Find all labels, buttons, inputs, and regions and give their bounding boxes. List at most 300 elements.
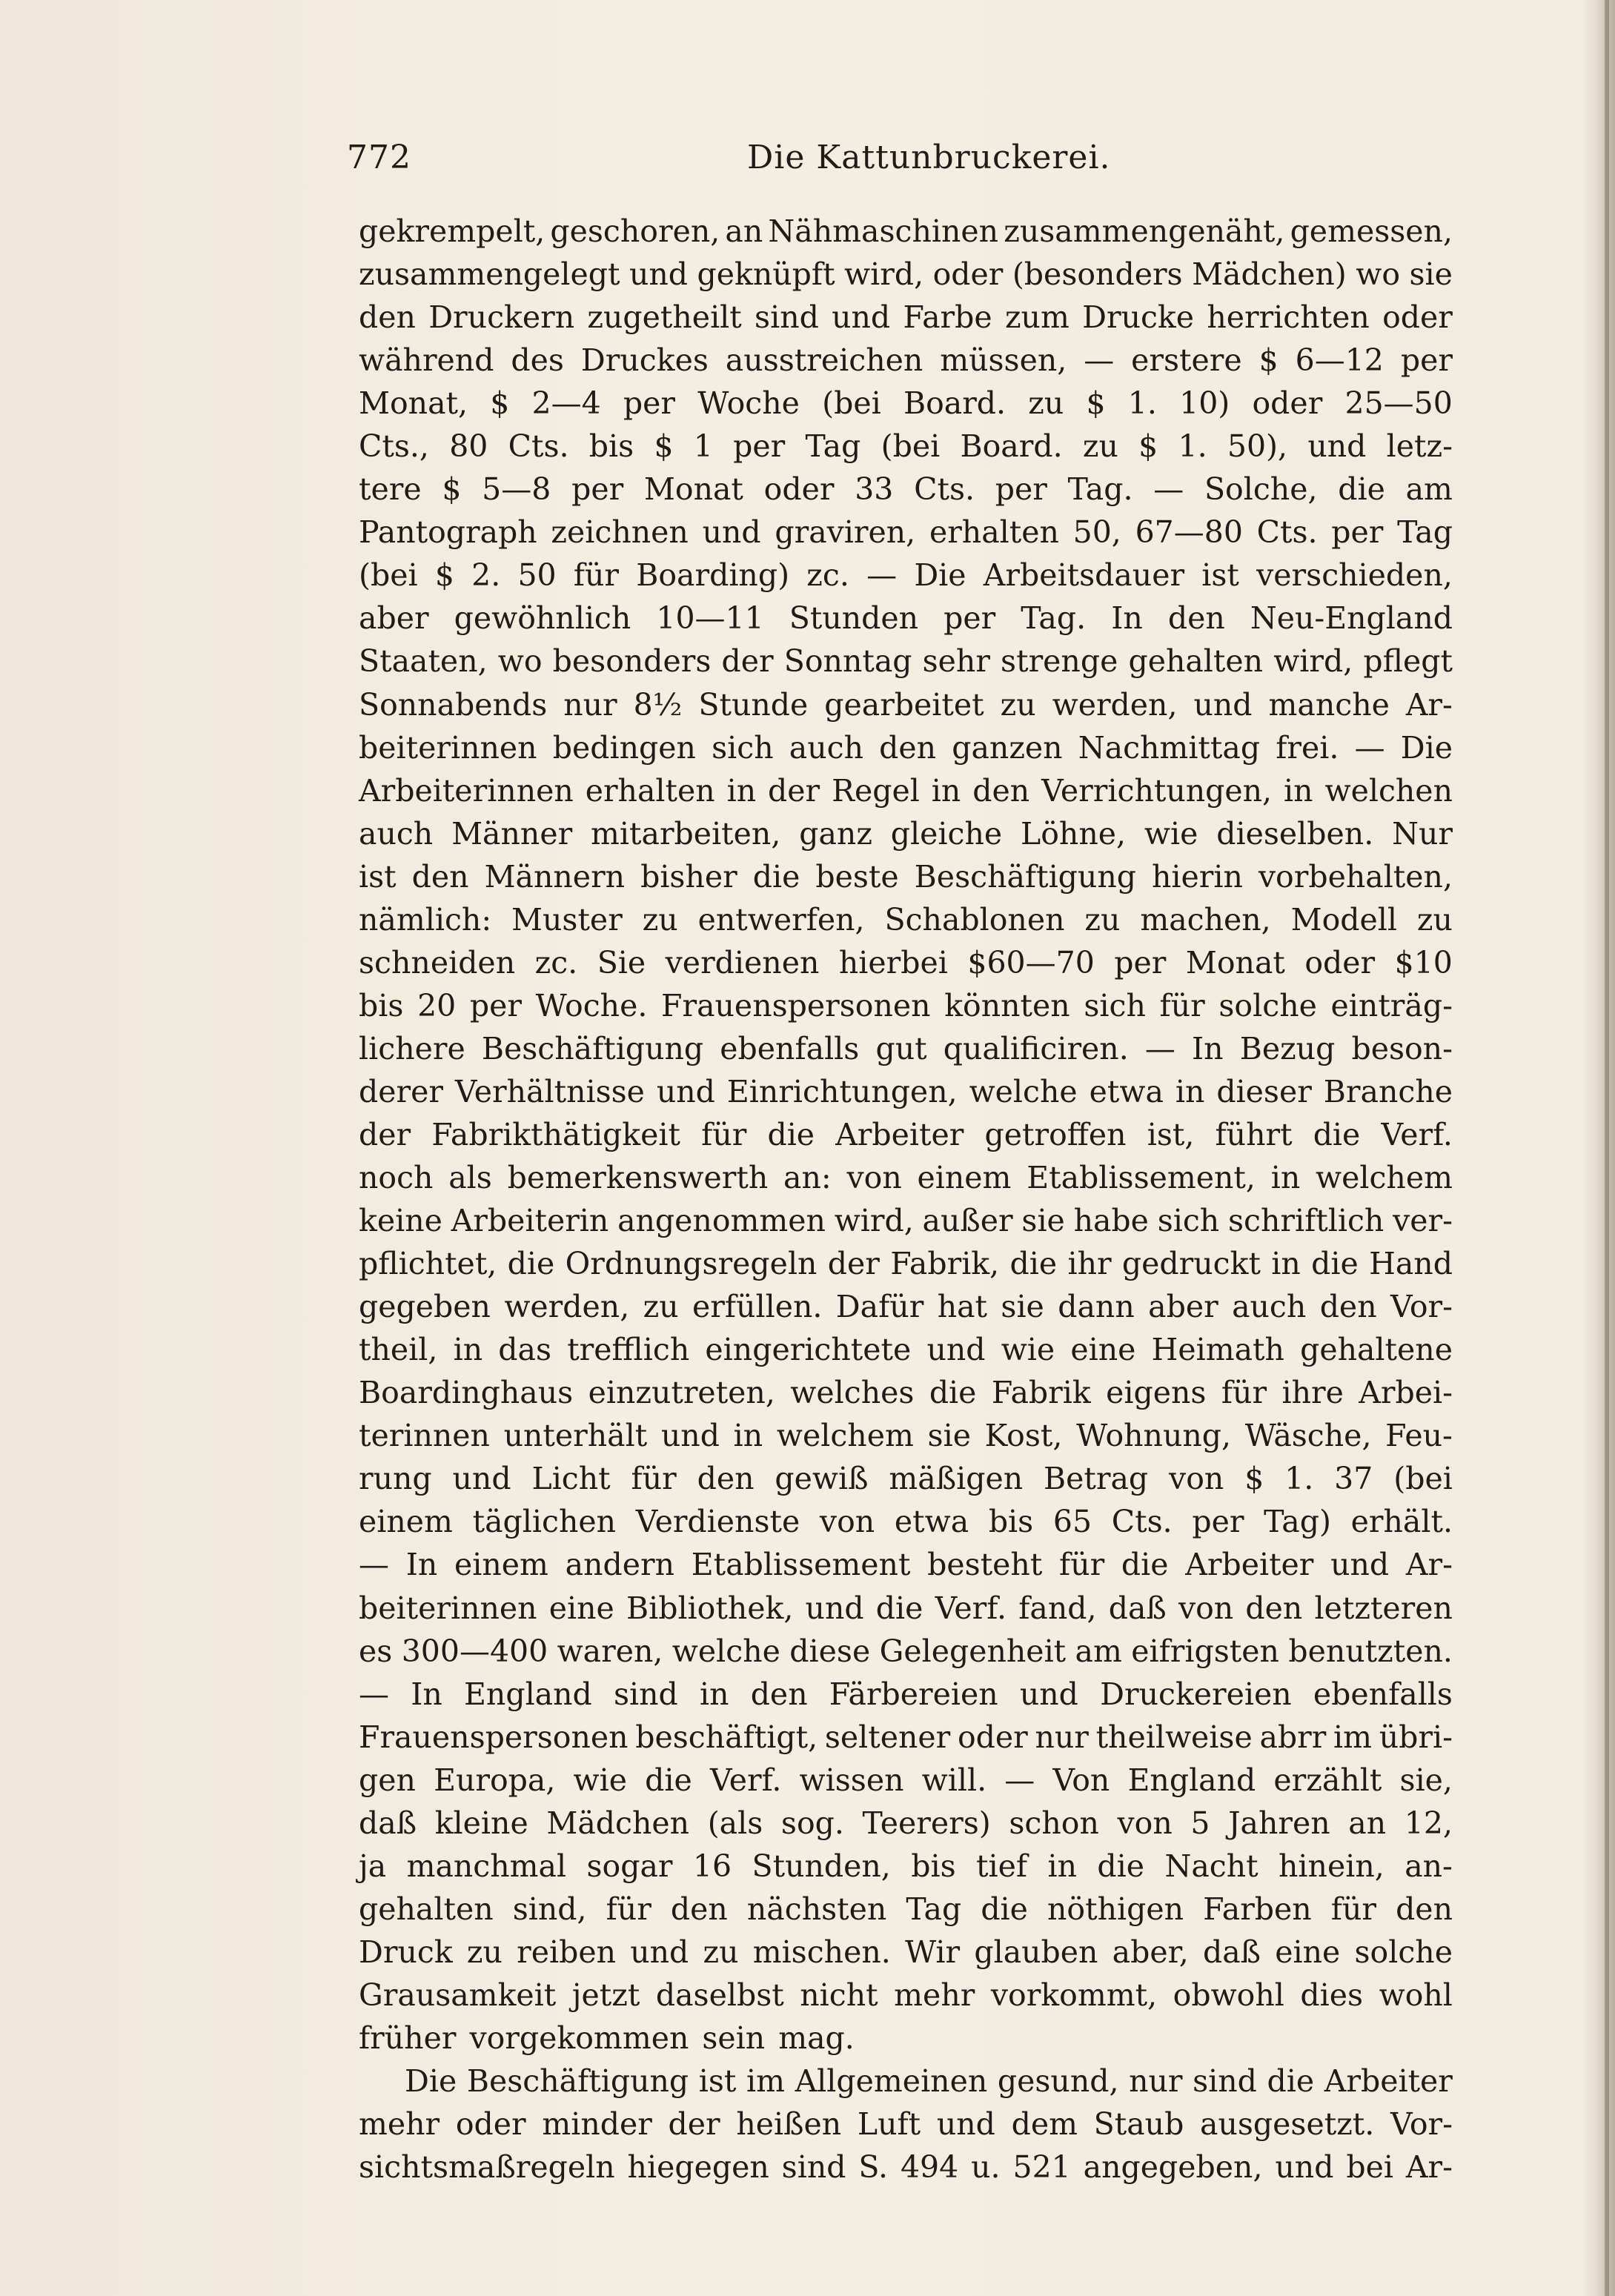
word: nur — [563, 686, 617, 723]
text-line — [359, 1716, 1453, 1759]
word: will. — [921, 1762, 987, 1798]
word: von — [819, 1504, 875, 1540]
word: wird, — [834, 1203, 914, 1239]
word: Die — [914, 557, 966, 594]
running-head — [347, 132, 1473, 184]
text-line — [359, 597, 1453, 640]
word: und — [832, 299, 891, 336]
word: verdienen — [665, 944, 820, 981]
word: $10 — [1394, 944, 1453, 981]
text-line — [359, 984, 1453, 1027]
word: die — [507, 1246, 555, 1282]
word: bemerkenswerth — [507, 1160, 769, 1196]
word: sind — [755, 299, 819, 336]
text-line — [359, 2103, 1453, 2146]
word: Arbeiter — [1185, 1547, 1314, 1583]
word: Woche. — [535, 987, 648, 1023]
word: glauben — [974, 1934, 1098, 1970]
word: den — [972, 772, 1030, 809]
word: mag. — [778, 2020, 855, 2056]
word: (besonders — [1012, 256, 1183, 293]
word: die — [981, 1891, 1028, 1927]
word: Woche — [697, 385, 800, 422]
word: 521 — [1012, 2149, 1071, 2186]
text-line — [359, 468, 1453, 511]
word: zu — [703, 1934, 739, 1970]
word: gut — [875, 1030, 927, 1066]
word: Druck — [359, 1934, 453, 1970]
word: zu — [642, 901, 678, 938]
word: unterhält — [503, 1418, 648, 1454]
word: gearbeitet — [824, 686, 984, 723]
word: 1. — [1178, 428, 1207, 465]
word: beson- — [1351, 1030, 1453, 1066]
word: 1. — [1284, 1461, 1314, 1497]
word: aber — [359, 600, 429, 637]
text-line — [359, 1931, 1453, 1974]
word: geschoren, — [550, 213, 720, 249]
word: die — [1338, 471, 1385, 508]
word: welchem — [1316, 1160, 1453, 1196]
word: nöthigen — [1047, 1891, 1184, 1927]
word: des — [511, 342, 564, 379]
word: an — [1348, 1805, 1387, 1841]
word: per — [469, 987, 522, 1023]
word: Boardinghaus — [359, 1375, 574, 1411]
word: am — [1405, 471, 1453, 508]
word: Fabrikthätigkeit — [431, 1116, 681, 1152]
word: bis — [588, 428, 634, 465]
word: mischen. — [752, 1934, 891, 1970]
word: wie — [1001, 1332, 1055, 1368]
word: einem — [917, 1160, 1012, 1196]
text-line — [359, 1414, 1453, 1457]
text-line — [359, 554, 1453, 597]
word: Einrichtungen, — [726, 1073, 958, 1109]
text-line — [359, 425, 1453, 468]
word: täglichen — [472, 1504, 617, 1540]
word: Board. — [903, 385, 1007, 422]
word: daselbst — [655, 1977, 784, 2013]
word: Monat, — [359, 385, 468, 422]
word: welchem — [776, 1418, 914, 1454]
word: 50), — [1227, 428, 1288, 465]
word: zu — [466, 1934, 503, 1970]
word: an- — [1405, 1848, 1453, 1884]
text-line — [359, 1199, 1453, 1242]
word: Arbeiter — [1324, 2063, 1453, 2100]
word: auch — [1232, 1289, 1307, 1325]
word: pflegt — [1363, 643, 1453, 680]
word: Arbeiterin — [451, 1203, 609, 1239]
page-number: 772 — [347, 139, 411, 176]
word: geknüpft — [697, 256, 835, 293]
word: oder — [932, 256, 1004, 293]
word: entwerfen, — [697, 901, 865, 938]
word: 8½ — [633, 686, 683, 723]
word: Verf. — [1381, 1116, 1453, 1152]
word: Tag. — [1067, 471, 1133, 508]
word: und — [1193, 686, 1253, 723]
word: ebenfalls — [720, 1030, 860, 1066]
word: Muster — [511, 901, 623, 938]
text-line — [359, 1888, 1453, 1931]
running-title: Die Kattunbruckerei. — [747, 139, 1111, 176]
word: Stunden, — [752, 1848, 891, 1884]
word: Fabrik — [991, 1375, 1091, 1411]
word: in — [1047, 1848, 1078, 1884]
word: Männer — [451, 815, 573, 852]
word: für — [573, 557, 620, 594]
word: Arbeitsdauer — [983, 557, 1185, 594]
word: mäßigen — [889, 1461, 1024, 1497]
word: herrichten — [1207, 299, 1370, 336]
word: oder — [957, 1719, 1028, 1755]
word: Wäsche, — [1244, 1418, 1372, 1454]
word: Verf. — [935, 1590, 1007, 1626]
word: $ — [1258, 342, 1279, 379]
word: (bei — [822, 385, 881, 422]
word: zc. — [806, 557, 849, 594]
word: zu — [1000, 686, 1036, 723]
word: Frauenspersonen — [661, 987, 931, 1023]
word: Wir — [905, 1934, 961, 1970]
binding-edge — [1605, 0, 1609, 2296]
word: strenge — [1001, 643, 1118, 680]
word: der — [827, 1246, 880, 1282]
text-line — [359, 2060, 1453, 2103]
word: an — [725, 213, 763, 249]
word: Beschäftigung — [914, 858, 1136, 895]
word: zu — [1028, 385, 1064, 422]
word: Verrichtungen, — [1041, 772, 1273, 809]
word: 1. — [1127, 385, 1157, 422]
word: Verdienste — [635, 1504, 800, 1540]
word: Etablissement — [691, 1547, 911, 1583]
text-line — [359, 812, 1453, 855]
word: welchen — [1324, 772, 1453, 809]
word: mitarbeiten, — [591, 815, 781, 852]
text-line — [359, 2017, 1453, 2060]
text-line — [359, 1587, 1453, 1630]
word: In — [411, 1676, 442, 1712]
word: beiterinnen — [359, 729, 537, 766]
word: für — [701, 1116, 747, 1152]
word: und — [1330, 1547, 1390, 1583]
word: etwa — [1089, 1073, 1164, 1109]
word: an: — [783, 1160, 832, 1196]
word: ist — [1201, 557, 1239, 594]
text-line — [359, 683, 1453, 726]
word: erhält. — [1350, 1504, 1453, 1540]
word: sein — [702, 2020, 766, 2056]
word: vorgekommen — [469, 2020, 689, 2056]
word: sie — [927, 1418, 971, 1454]
word: in — [733, 1418, 763, 1454]
word: und — [629, 256, 689, 293]
word: ihre — [1281, 1375, 1344, 1411]
word: für — [1059, 1547, 1105, 1583]
word: Verf. — [709, 1762, 782, 1798]
word: 2—4 — [531, 385, 601, 422]
word: in — [1284, 772, 1313, 809]
text-line — [359, 1673, 1453, 1716]
word: ist, — [1147, 1116, 1195, 1152]
word: bis — [359, 987, 404, 1023]
word: werden, — [504, 1289, 630, 1325]
text-line — [359, 1027, 1453, 1070]
word: Regel — [832, 772, 920, 809]
word: auch — [359, 815, 434, 852]
word: aber — [1148, 1289, 1218, 1325]
word: 5—8 — [482, 471, 551, 508]
word: 10) — [1179, 385, 1230, 422]
word: sehr — [922, 643, 990, 680]
word: zc. — [534, 944, 578, 981]
word: und — [1019, 1676, 1078, 1712]
word: In — [405, 1547, 438, 1583]
word: Kost, — [984, 1418, 1063, 1454]
word: rung — [359, 1461, 432, 1497]
word: gleiche — [890, 815, 1003, 852]
word: terinnen — [359, 1418, 490, 1454]
word: — — [1354, 729, 1385, 766]
word: reiben — [517, 1934, 616, 1970]
word: Vor- — [1390, 2106, 1453, 2143]
word: Hand — [1369, 1246, 1453, 1282]
word: gen — [359, 1762, 416, 1798]
word: — — [1153, 471, 1184, 508]
word: den — [750, 1676, 808, 1712]
word: angenommen — [617, 1203, 826, 1239]
word: minder — [542, 2106, 652, 2143]
word: für — [1330, 1891, 1376, 1927]
word: ausstreichen — [725, 342, 923, 379]
word: — — [866, 557, 898, 594]
word: ebenfalls — [1313, 1676, 1453, 1712]
word: 33 — [855, 471, 894, 508]
word: ihr — [1067, 1246, 1112, 1282]
word: Branche — [1323, 1073, 1453, 1109]
word: qualificiren. — [943, 1030, 1129, 1066]
word: 6—12 — [1295, 342, 1384, 379]
word: sind — [781, 2149, 846, 2186]
word: und — [702, 514, 761, 551]
word: Mädchen) — [1192, 256, 1347, 293]
word: einem — [359, 1504, 453, 1540]
word: Vor- — [1390, 1289, 1453, 1325]
word: in — [699, 1676, 729, 1712]
word: am — [1075, 1633, 1122, 1669]
word: zu — [1082, 428, 1118, 465]
word: oder — [1382, 299, 1453, 336]
word: gemessen, — [1290, 213, 1453, 249]
word: sie — [1409, 256, 1453, 293]
text-line — [359, 253, 1453, 296]
word: frei. — [1276, 729, 1339, 766]
word: eifrigsten — [1131, 1633, 1279, 1669]
word: außer — [922, 1203, 1013, 1239]
word: per — [1114, 944, 1167, 981]
word: Farben — [1203, 1891, 1312, 1927]
word: einträg- — [1330, 987, 1453, 1023]
word: sie, — [1399, 1762, 1453, 1798]
word: solche — [1354, 1934, 1453, 1970]
word: bis — [911, 1848, 956, 1884]
word: besonders — [552, 643, 712, 680]
word: Die — [405, 2063, 457, 2100]
word: Fabrik, — [890, 1246, 1000, 1282]
word: den — [697, 1461, 755, 1497]
word: eingerichtete — [705, 1332, 912, 1368]
word: und — [926, 1332, 986, 1368]
word: (als — [707, 1805, 763, 1841]
word: Dafür — [835, 1289, 924, 1325]
word: eine — [1070, 1332, 1136, 1368]
word: in — [726, 772, 757, 809]
word: (bei — [359, 557, 418, 594]
word: Monat — [643, 471, 743, 508]
word: derer — [359, 1073, 443, 1109]
word: und — [656, 1073, 715, 1109]
word: sind — [613, 1676, 678, 1712]
text-line — [359, 898, 1453, 941]
word: von — [1178, 1590, 1234, 1626]
word: 10—11 — [656, 600, 764, 637]
word: ganz — [799, 815, 872, 852]
word: welche — [671, 1633, 780, 1669]
text-line — [359, 1974, 1453, 2017]
word: Stunde — [698, 686, 809, 723]
word: Staub — [1093, 2106, 1184, 2143]
word: dies — [1300, 1977, 1364, 2013]
word: wo — [497, 643, 543, 680]
text-line — [359, 1328, 1453, 1371]
word: per — [944, 600, 996, 637]
word: Bibliothek, — [626, 1590, 794, 1626]
word: der — [359, 1116, 411, 1152]
word: In — [1191, 1030, 1224, 1066]
binding-shadow — [1581, 0, 1615, 2296]
word: besteht — [927, 1547, 1043, 1583]
word: wird, — [1273, 643, 1353, 680]
word: Gelegenheit — [879, 1633, 1067, 1669]
word: wohl — [1379, 1977, 1453, 2013]
word: nämlich: — [359, 901, 492, 938]
word: von — [846, 1160, 902, 1196]
word: — — [1084, 342, 1115, 379]
word: der — [721, 643, 774, 680]
word: zum — [1004, 299, 1070, 336]
word: Arbeiterinnen — [359, 772, 574, 809]
word: Druckereien — [1100, 1676, 1292, 1712]
word: $ — [434, 557, 454, 594]
word: letzteren — [1314, 1590, 1453, 1626]
word: sich — [712, 729, 774, 766]
word: Färbereien — [829, 1676, 998, 1712]
word: in — [1175, 1073, 1205, 1109]
word: jetzt — [571, 1977, 640, 2013]
word: wird, — [844, 256, 924, 293]
word: zusammengenäht, — [1004, 213, 1285, 249]
word: erhalten — [585, 772, 715, 809]
word: per — [623, 385, 676, 422]
text-line — [359, 2146, 1453, 2189]
word: $ — [654, 428, 674, 465]
word: und — [630, 1934, 689, 1970]
word: Arbeiter — [835, 1116, 964, 1152]
word: von — [1117, 1805, 1173, 1841]
word: welches — [790, 1375, 915, 1411]
word: noch — [359, 1160, 434, 1196]
word: sind — [1193, 2063, 1257, 2100]
text-line — [359, 210, 1453, 253]
word: gesund, — [997, 2063, 1119, 2100]
text-line — [359, 941, 1453, 984]
word: ganzen — [952, 729, 1063, 766]
word: verschieden, — [1256, 557, 1453, 594]
word: 1 — [693, 428, 713, 465]
word: oder — [1304, 944, 1376, 981]
word: manchmal — [406, 1848, 567, 1884]
word: nur — [1129, 2063, 1183, 2100]
text-line — [359, 1759, 1453, 1802]
word: seltener — [824, 1719, 951, 1755]
word: — — [359, 1676, 389, 1712]
word: heißen — [736, 2106, 842, 2143]
word: Jahren — [1228, 1805, 1330, 1841]
word: pflichtet, — [359, 1246, 497, 1282]
word: hat — [937, 1289, 988, 1325]
word: Nacht — [1164, 1848, 1258, 1884]
word: 20 — [417, 987, 457, 1023]
word: zu — [643, 1289, 679, 1325]
word: u. — [971, 2149, 1001, 2186]
word: schriftlich — [1227, 1203, 1384, 1239]
word: 37 — [1334, 1461, 1373, 1497]
word: ausgesetzt. — [1200, 2106, 1375, 2143]
word: hiegegen — [627, 2149, 769, 2186]
word: das — [498, 1332, 552, 1368]
text-line — [359, 339, 1453, 382]
word: 67—80 — [1135, 514, 1243, 551]
text-line — [359, 296, 1453, 339]
word: theilweise — [1095, 1719, 1253, 1755]
word: Bezug — [1239, 1030, 1336, 1066]
word: lichere — [359, 1030, 465, 1066]
word: sog. — [780, 1805, 844, 1841]
word: Nähmaschinen — [768, 213, 999, 249]
word: den — [879, 729, 937, 766]
word: für — [1221, 1375, 1267, 1411]
word: vorbehalten, — [1258, 858, 1453, 895]
word: die — [752, 858, 800, 895]
word: per — [571, 471, 624, 508]
word: schneiden — [359, 944, 516, 981]
word: Ar- — [1405, 686, 1453, 723]
word: $60—70 — [967, 944, 1095, 981]
word: nächsten — [746, 1891, 887, 1927]
word: ist — [698, 2063, 737, 2100]
word: die — [1097, 1848, 1145, 1884]
word: in — [1270, 1160, 1301, 1196]
word: dem — [1011, 2106, 1078, 2143]
word: übri- — [1379, 1719, 1453, 1755]
word: zusammengelegt — [359, 256, 620, 293]
word: wissen — [799, 1762, 904, 1798]
word: — — [1004, 1762, 1035, 1798]
word: getroffen — [984, 1116, 1127, 1152]
